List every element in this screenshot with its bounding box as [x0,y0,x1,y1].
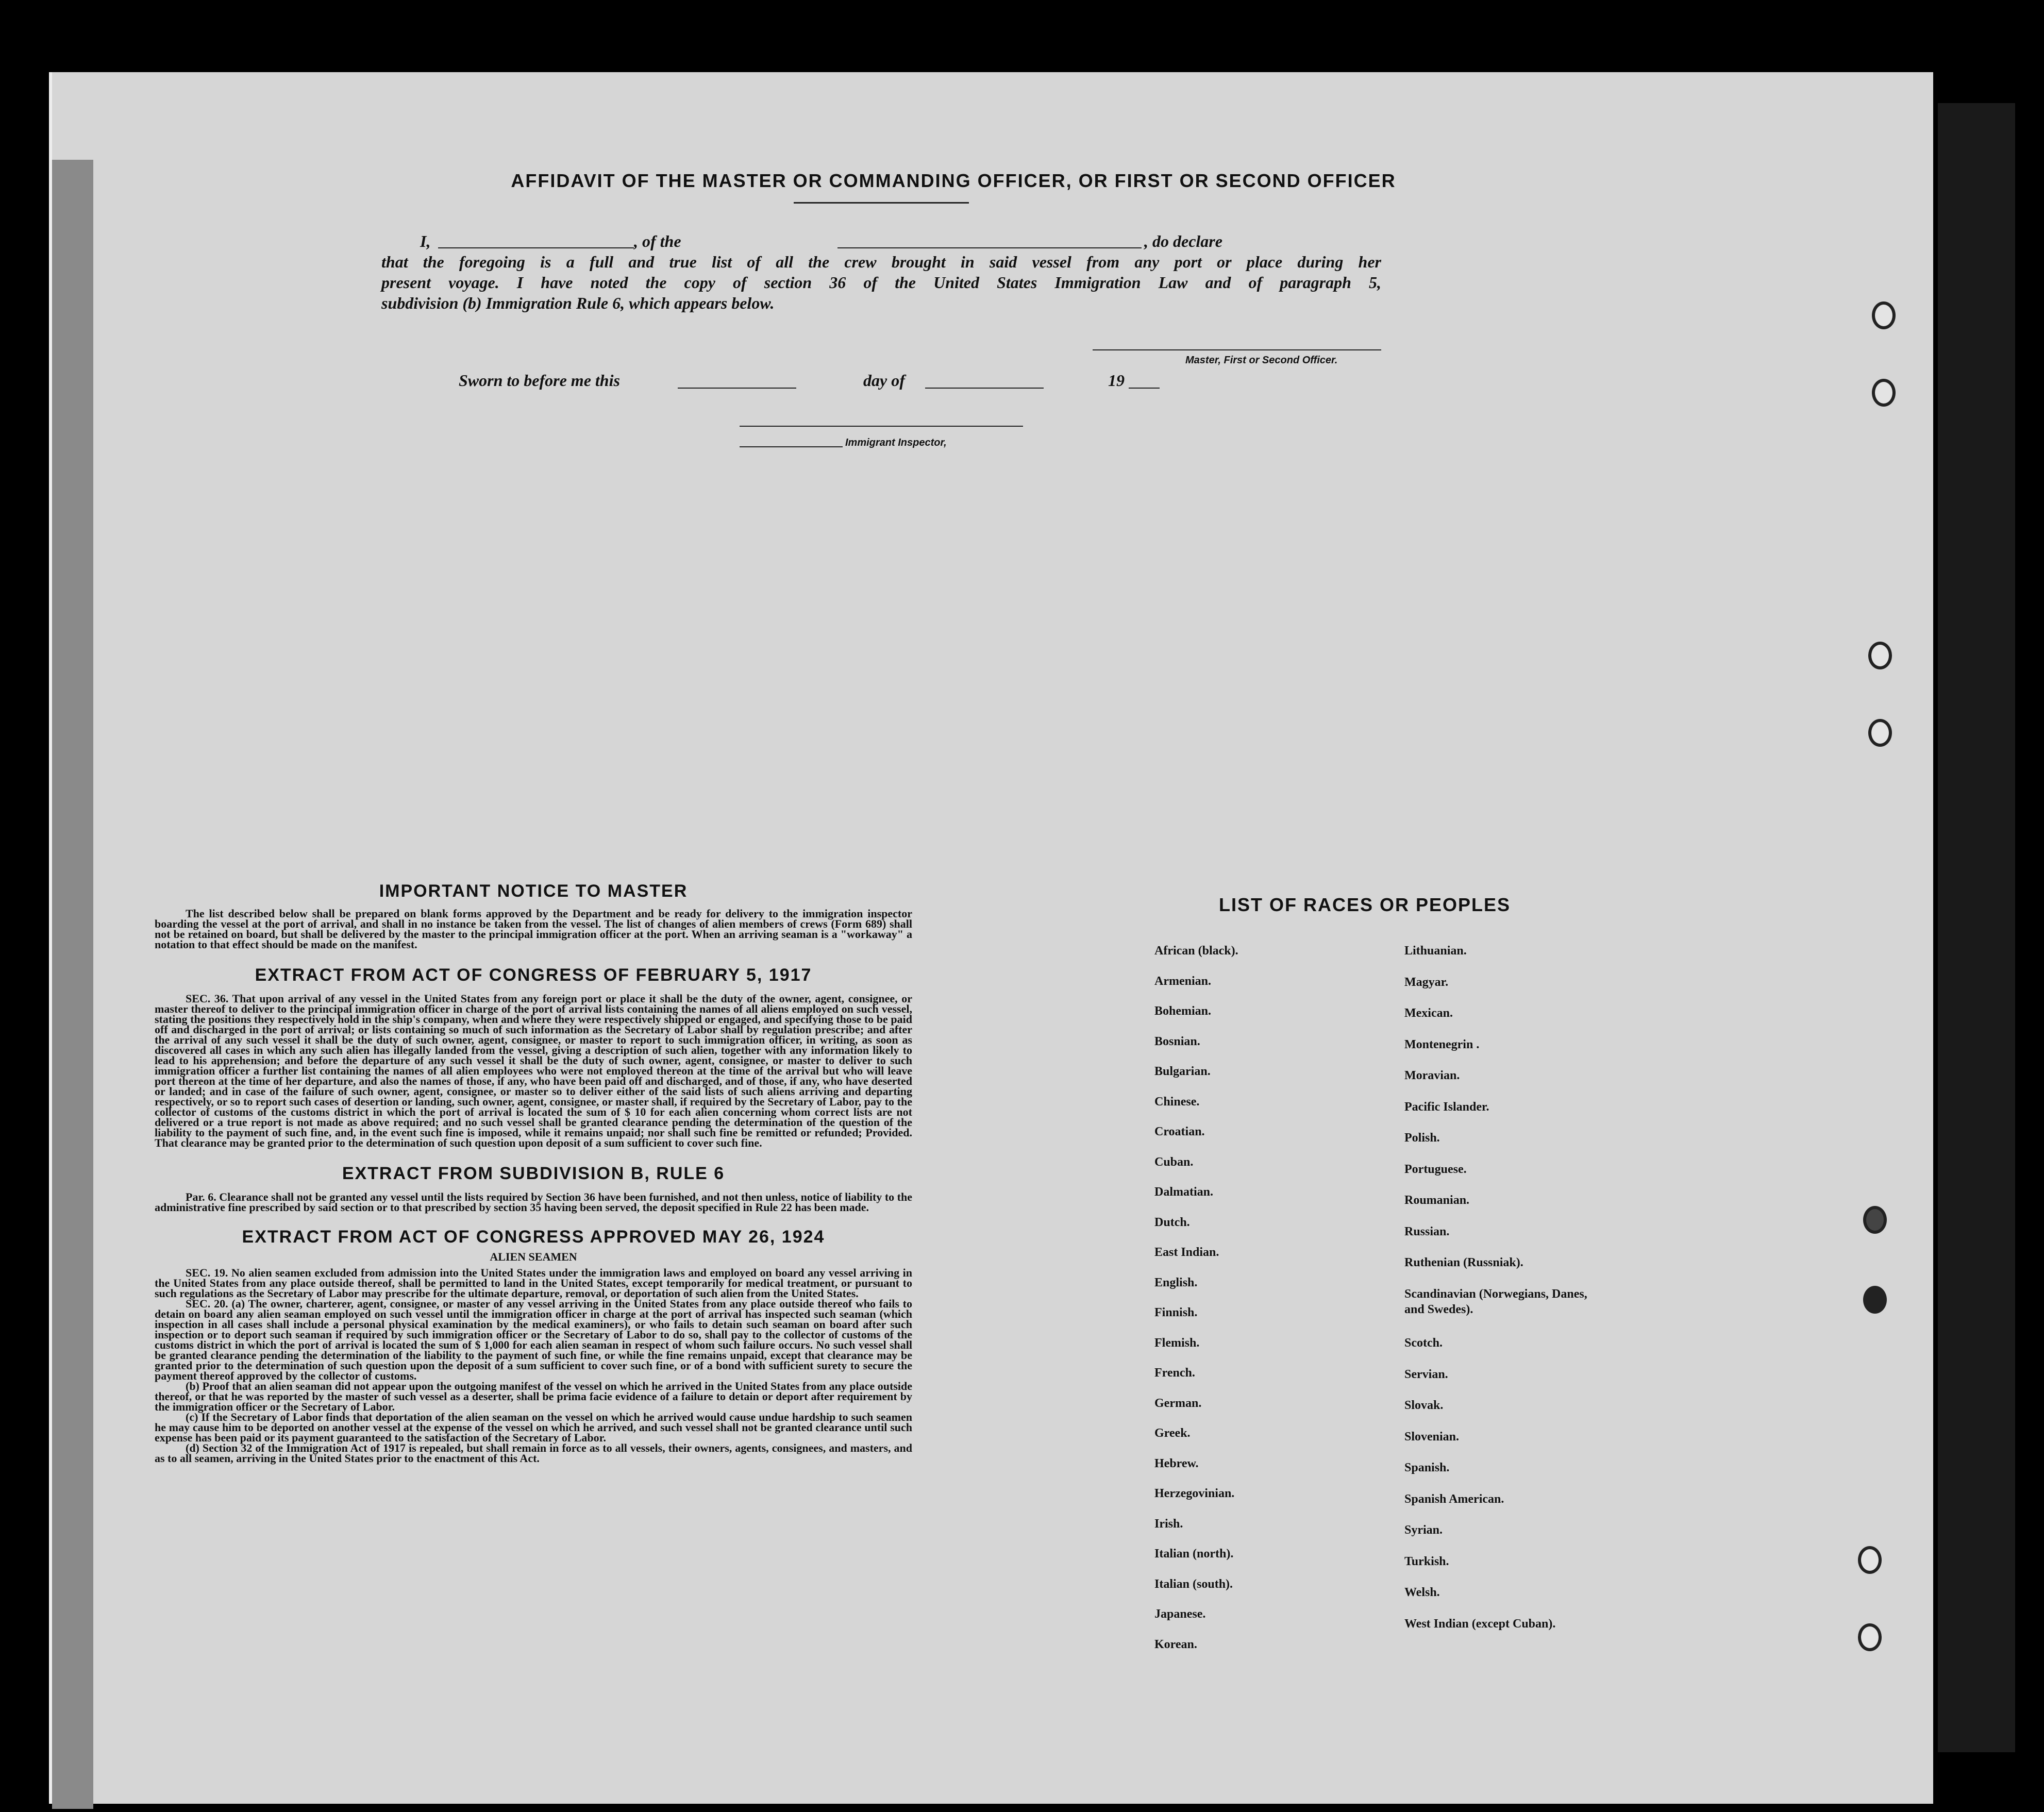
race-item: Hebrew. [1154,1456,1199,1470]
race-item: Italian (south). [1154,1577,1233,1591]
punch-hole [1863,1206,1887,1234]
race-item: Welsh. [1404,1586,1440,1599]
notice-text: The list described below shall be prepared on blank forms approved by the Department and be ready for delivery to the immigration inspector boarding the vessel at the port of arrival, and shall in no instance be taken from the vessel. The list of changes of alien members of crews (Form 689) shall not be retained on board, but shall be delivered by the master to the principal immigration officer at the port. When an arriving seaman is a "workaway" a notation to that effect should be made on the manifest. [155,907,912,951]
race-item: Turkish. [1404,1554,1449,1568]
race-item: Chinese. [1154,1095,1200,1109]
race-item: Spanish American. [1404,1492,1504,1506]
affidavit-i: I, [420,232,431,250]
race-item: Polish. [1404,1131,1440,1145]
race-item: Lithuanian. [1404,944,1467,958]
race-item: French. [1154,1366,1195,1380]
race-item: Scandinavian (Norwegians, Danes, and Swedes). [1404,1287,1587,1316]
notice-title: IMPORTANT NOTICE TO MASTER [379,881,688,901]
race-item: Spanish. [1404,1461,1450,1474]
race-item: Mexican. [1404,1006,1453,1020]
race-item: German. [1154,1396,1202,1410]
month-blank [925,388,1044,389]
race-item: Bosnian. [1154,1034,1200,1048]
title-underline [794,202,969,204]
race-item: Herzegovinian. [1154,1487,1235,1500]
page-edge-tab [1938,103,2015,1752]
race-item: Finnish. [1154,1306,1198,1319]
day-of-text: day of [863,371,905,390]
race-item: English. [1154,1276,1198,1289]
master-label: Master, First or Second Officer. [1185,355,1338,366]
notice-section [155,881,912,1464]
sec-20c-text: (c) If the Secretary of Labor finds that deportation of the alien seaman on the vessel on which he arrived would cause undue hardship to such seamen he may cause him to be deported on another vessel at the expense of the vessel on which he arrived, and such vessel shall not be granted clearance until such expense has been paid or its payment guaranteed to the satisfaction of the Secretary of Labor. [155,1411,912,1444]
race-item: Bohemian. [1154,1004,1212,1018]
extract-1917-title: EXTRACT FROM ACT OF CONGRESS OF FEBRUARY 5, 1917 [255,965,812,985]
race-item: African (black). [1154,944,1238,958]
race-item: Dalmatian. [1154,1185,1213,1199]
inspector-line-lower [740,446,843,447]
extract-1917-text: SEC. 36. That upon arrival of any vessel in the United States from any foreign port or place it shall be the duty of the owner, agent, consignee, or master thereof to deliver to the principal immigration officer in charge of the port of arrival lists containing the names of all aliens employed on such vessel, stating the positions they respectively hold in the ship's company, when and where they were respectively shipped or engaged, and specifying those to be paid off and discharged in the port of arrival; or lists containing so much of such information as the Secretary of Labor shall by regulation prescribe; and after the arrival of any such vessel it shall be the duty of such owner, agent, consignee, or master to report to such immigration officer, in writing, as soon as discovered all cases in which any such alien has illegally landed from the vessel, giving a description of such alien, together with any information likely to lead to his apprehension; and before the departure of any such vessel it shall be the duty of such owner, agent, consignee, or master to deliver to such immigration officer a further list containing the names of all alien employees who were not employed thereon at the time of the arrival but who will leave port thereon at the time of her departure, and also the names of those, if any, who have been paid off and discharged, and of those, if any, who have deserted or landed; and in case of the failure of such owner, agent, consignee, or master so to deliver either of the said lists of such aliens arriving and departing respectively, or so to report such cases of desertion or landing, such owner, agent, consignee, or master shall, if required by the Secretary of Labor, pay to the collector of customs of the customs district in which the port of arrival is located the sum of $ 10 for each alien concerning whom correct lists are not delivered or a true report is not made as above required; and no such vessel shall be granted clearance pending the determination of the question of the liability to the payment of such fine, and, in the event such fine is imposed, while it remains unpaid; nor shall such fine be remitted or refunded; Provided. That clearance may be granted prior to the determination of such question upon deposit of a sum sufficient to cover such fine. [155,992,912,1149]
punch-hole [1858,1623,1882,1651]
race-item: Montenegrin . [1404,1037,1480,1051]
binding-strip [52,160,93,1809]
race-item: Servian. [1404,1367,1448,1381]
sec-20a-text: SEC. 20. (a) The owner, charterer, agent, consignee, or master of any vessel arriving in the United States from any place outside thereof who fails to detain on board any alien seaman employed on such vessel until the immigration officer in charge at the port of arrival has inspected such seaman (which inspection in all cases shall include a personal physical examination by the medical examiners), or who fails to detain such seaman on board after such inspection or to deport such seaman if required by such immigration officer or the Secretary of Labor to do so, shall pay to the collector of customs of the customs district in which the port of arrival is located the sum of $ 1,000 for each alien seaman in respect of whom such failure occurs. No such vessel shall be granted clearance pending the determination of the liability to the payment of such fine, or while the fine remains unpaid, except that clearance may be granted prior to the determination of such question upon the deposit of a sum sufficient to cover such fine, or of a bond with sufficient surety to secure the payment thereof approved by the collector of customs. [155,1297,912,1382]
sec-20d-text: (d) Section 32 of the Immigration Act of 1917 is repealed, but shall remain in force as to all vessels, their owners, agents, consignees, and masters, and as to all seamen, arriving in the United States prior to the enactment of this Act. [155,1441,912,1465]
race-item: West Indian (except Cuban). [1404,1617,1556,1631]
affidavit-of-the: , of the [634,232,681,250]
race-item: Portuguese. [1404,1162,1467,1176]
race-item: Japanese. [1154,1607,1206,1621]
punch-hole [1868,719,1892,747]
affidavit-text [381,231,1381,313]
affidavit-line-4: subdivision (b) Immigration Rule 6, which appears below. [381,294,775,312]
race-item: Slovenian. [1404,1430,1460,1444]
name-blank [438,247,634,248]
rule-6-title: EXTRACT FROM SUBDIVISION B, RULE 6 [342,1164,725,1183]
race-item: Greek. [1154,1427,1191,1440]
affidavit-declare: , do declare [1144,232,1222,250]
race-item: East Indian. [1154,1246,1219,1259]
sworn-day-blank [678,388,796,389]
sec-19-text: SEC. 19. No alien seamen excluded from admission into the United States under the immigration laws and employed on board any vessel arriving in the United States from any place outside thereof, shall be permitted to land in the United States, except temporarily for medical treatment, or pursuant to such regulations as the Secretary of Labor may prescribe for the ultimate departure, removal, or deportation of such alien from the United States. [155,1266,912,1300]
race-item: Armenian. [1154,974,1211,988]
punch-hole [1872,301,1896,329]
punch-hole [1858,1546,1882,1574]
year-blank [1129,388,1160,389]
punch-hole [1863,1286,1887,1314]
race-item: Syrian. [1404,1523,1443,1537]
race-item: Irish. [1154,1517,1183,1531]
race-item: Flemish. [1154,1336,1200,1350]
race-item: Slovak. [1404,1399,1444,1412]
race-item: Roumanian. [1404,1194,1470,1207]
race-item: Croatian. [1154,1125,1205,1138]
punch-hole [1868,642,1892,669]
master-signature-line [1093,349,1381,350]
race-item: Russian. [1404,1224,1450,1238]
race-item: Ruthenian (Russniak). [1404,1256,1523,1269]
inspector-line-upper [740,426,1023,427]
sec-20b-text: (b) Proof that an alien seaman did not appear upon the outgoing manifest of the vessel on which he arrived in the United States from any place outside thereof, or that he was reported by the master of such vessel as a deserter, shall be prima facie evidence of a failure to detain or deport after requirement by the immigration officer or the Secretary of Labor. [155,1380,912,1413]
race-item: Moravian. [1404,1069,1460,1082]
affidavit-line-2: that the foregoing is a full and true list of all the crew brought in said vessel from any port or place during her [381,253,1381,271]
races-title: LIST OF RACES OR PEOPLES [1219,894,1511,915]
race-item: Italian (north). [1154,1547,1234,1561]
affidavit-line-3: present voyage. I have noted the copy of section 36 of the United States Immigration Law and of paragraph 5, [381,273,1381,292]
race-item: Bulgarian. [1154,1065,1211,1078]
punch-hole [1872,379,1896,407]
sworn-line [459,371,1180,392]
extract-1924-title: EXTRACT FROM ACT OF CONGRESS APPROVED MAY 26, 1924 [242,1227,825,1247]
vessel-blank [837,247,1142,248]
year-text: 19 [1108,371,1125,390]
race-item: Cuban. [1154,1155,1194,1169]
rule-6-text: Par. 6. Clearance shall not be granted any vessel until the lists required by Section 36 have been furnished, and not then unless, notice of liability to the administrative fine prescribed by said section or to that prescribed by section 35 having been served, the deposit specified in Rule 22 has been made. [155,1190,912,1214]
affidavit-title: AFFIDAVIT OF THE MASTER OR COMMANDING OFFICER, OR FIRST OR SECOND OFFICER [511,170,1396,191]
race-item: Korean. [1154,1637,1197,1651]
race-item: Scotch. [1404,1336,1443,1350]
race-item: Pacific Islander. [1404,1100,1489,1114]
extract-1924-subtitle: ALIEN SEAMEN [490,1250,577,1263]
sworn-text: Sworn to before me this [459,371,620,390]
race-item: Dutch. [1154,1215,1190,1229]
race-item: Magyar. [1404,975,1449,989]
inspector-label: Immigrant Inspector, [845,437,947,448]
